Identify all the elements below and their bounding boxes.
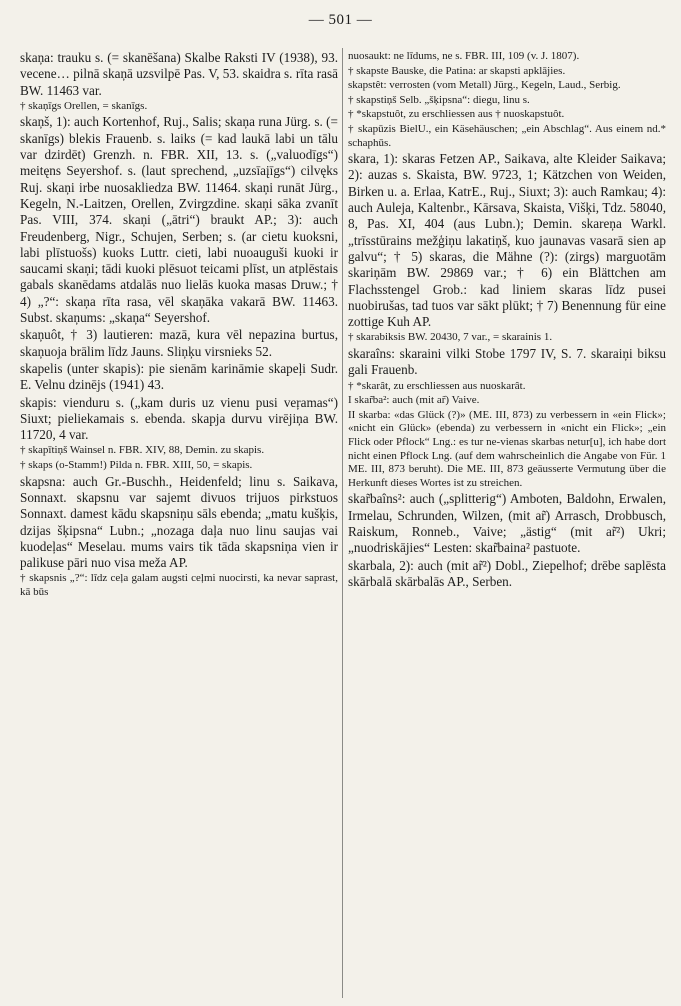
dictionary-entry: skapsna: auch Gr.-Buschh., Heidenfeld; linu s. Saikava, Sonnaxt. skapsnu var sajemt divuos trijuos pirkstuos Sonnaxt. damest kādu skapsniņu sāls ebenda; „matu kušķis, dzijas šķipsna“ Lubn.; „nozaga daļa nuo linu saujas vai kuodeļas“ Meselau. mums vairs tik tāda skapsniņa vien ir palikuse pāri nuo visa meža AP. <box>20 473 338 571</box>
dictionary-entry: I skar̃ba²: auch (mit ar̃) Vaive. <box>348 394 480 407</box>
dictionary-entry: † skaņīgs Orellen, = skanīgs. <box>20 99 148 112</box>
dictionary-entry: skaņuôt, † 3) lautieren: mazā, kura vēl nepazina burtus, skaņuoja brālim līdz Jauns. Sliņķu virsnieks 52. <box>20 327 338 359</box>
dictionary-entry: nuosaukt: ne līdums, ne s. FBR. III, 109 (v. J. 1807). <box>348 50 580 62</box>
dictionary-entry: skara, 1): skaras Fetzen AP., Saikava, alte Kleider Saikava; 2): auzas s. Skaista, BW. 9723, 1; Kätzchen von Weiden, Birken u. a. Erlaa, KatrE., Ruj., Siuxt; 3): auch Ramkau; 4): auch Auleja, Kaltenbr., Kārsava, Skaista, Višķi, Tdz. 58040, 8, Pas. XI, 404 (aus Lubn.); Demin. skareņa Warkl. „trīsstūrains mežģiņu lakatiņš, kuo jaunavas vasarā sien ap galvu“; † 5) skaras, die Mähne (?): (zirgs) marguotām skariņām BW. 29869 var.; † 6) ein Blättchen am Flachsstengel Grob.: kad liniem skaras līdz pusei nuobirušas, tad tuos var sākt plūkt; † 7) Benennung für eine zottige Kuh AP. <box>348 151 666 330</box>
dictionary-entry: † skarabiksis BW. 20430, 7 var., = skarainis 1. <box>348 331 553 344</box>
dictionary-entry: † skapītiņš Wainsel n. FBR. XIV, 88, Demin. zu skapis. <box>20 444 265 457</box>
right-column <box>348 50 666 998</box>
dictionary-entry: † skapste Bauske, die Patina: ar skapsti apklājies. <box>348 64 566 77</box>
page-number: — 501 — <box>308 12 373 28</box>
dictionary-entry: skapelis (unter skapis): pie sienām karināmie skapeļi Sudr. E. Velnu dzinējs (1941) 43. <box>20 360 338 393</box>
dictionary-entry: skaraîns: skaraini vilki Stobe 1797 IV, S. 7. skaraiņi biksu gali Frauenb. <box>348 346 666 378</box>
dictionary-entry: † skapstiņš Selb. „šķipsna“: diegu, linu s. <box>348 93 530 106</box>
dictionary-entry: skapis: vienduru s. („kam duris uz vienu pusi veŗamas“) Siuxt; pieliekamais s. ebenda. skapja durvu virējiņa BW. 11720, 4 var. <box>20 394 338 443</box>
column-divider <box>342 48 343 998</box>
dictionary-entry: † skaps (o-Stamm!) Pilda n. FBR. XIII, 50, = skapis. <box>20 459 253 472</box>
dictionary-entry: skaņa: trauku s. (= skanēšana) Skalbe Raksti IV (1938), 93. vecene… pilnā skaņā uzsvilpē Pas. V, 53. skaidra s. rīta rasā BW. 11463 var. <box>20 50 338 98</box>
dictionary-entry: skar̃baîns²: auch („splitterig“) Amboten, Baldohn, Erwalen, Irmelau, Schrunden, Wilzen, (mit ar̃) Arrasch, Drobbusch, Raiskum, Ronneb., Vaive; „ästig“ (mit ar̃²) Ukri; „nuodriskājies“ Lesten: skar̃baina² pastuote. <box>348 491 666 556</box>
dictionary-entry: skapstêt: verrosten (vom Metall) Jürg., Kegeln, Laud., Serbig. <box>348 79 621 92</box>
dictionary-entry: † skapūzis BielU., ein Käsehäuschen; „ein Abschlag“. Aus einem nd.* schaphūs. <box>348 122 666 149</box>
dictionary-entry: † *skarât, zu erschliessen aus nuoskarât. <box>348 379 526 392</box>
dictionary-entry: II skarba: «das Glück (?)» (ME. III, 873) zu verbessern in «ein Flick»; «nicht ein Glück» (ebenda) zu verbessern in «nicht ein Flick»; „ein Flick oder Pflock“ Lng.: es tur ne-vienas skarbas netur[u], ich habe dort nicht einen Pflock Lng. (auf dem wahrscheinlich die Angabe von Für. 1 ME. III, 873 beruht). Die ME. III, 873 geäusserte Vermutung über die Herkunft dieses Wortes ist zu streichen. <box>348 408 666 489</box>
dictionary-entry: skaņš, 1): auch Kortenhof, Ruj., Salis; skaņa runa Jürg. s. (= skanīgs) blekis Frauenb. s. laiks (= kad laukā labi un tālu var dzirdēt) Grenzh. n. FBR. XII, 13. s. („valuodīgs“) meitęns Seyershof. s. (laut sprechend, „uzsīaįīgs“) cilvęks Ruj. skaņi irbe nuosakliedza BW. 11464. skaņi runāt Jürg., Kegeln, N.-Laitzen, Orellen, Zvirgzdine. skaņi sāka zvanīt Pas. VIII, 374. skaņi („ātri“) braukt AP.; 3): auch Freudenberg, Nigr., Schujen, Serben; s. (ar cietu kuoksni, labi plīstuošs) kuoks Luttr. cieti, labi nuoauguši kuoki ir saucami skaņi; tādi kuoki plēsuot teicami plīst, un atplēstais gabals skanēdams atdalās nuo lielās kuoka masas Druw.; † 4) „?“: skaņa rīta rasa, vēl skaņāka vakarā BW. 11463. Subst. skaņums: „skaņa“ Seyershof. <box>20 114 338 326</box>
dictionary-entry: † skapsnis „?“: līdz ceļa galam augsti ceļmi nuocirsti, ka nevar saprast, kā būs <box>20 572 338 598</box>
left-column <box>20 50 338 998</box>
dictionary-entry: † *skapstuôt, zu erschliessen aus † nuoskapstuôt. <box>348 108 565 121</box>
dictionary-entry: skarbala, 2): auch (mit ar̃²) Dobl., Ziepelhof; drēbe saplēsta skārbalā skārbalās AP., Serben. <box>348 557 666 589</box>
